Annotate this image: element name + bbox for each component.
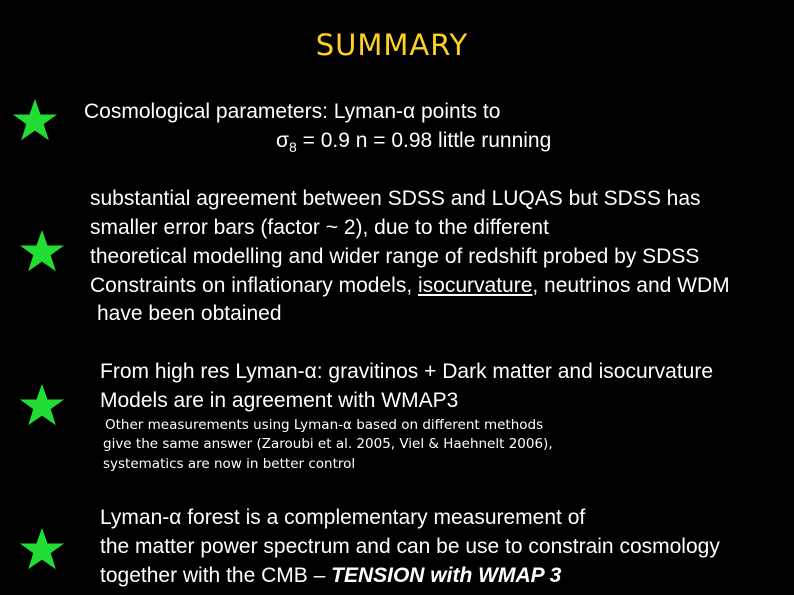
high-res-line: From high res Lyman-α: gravitinos + Dark matter and isocurvature: [100, 360, 714, 383]
slide-title: SUMMARY: [315, 28, 469, 62]
agreement-line-2: smaller error bars (factor ~ 2), due to the different: [90, 216, 549, 239]
forest-line-2: the matter power spectrum and can be use to constrain cosmology: [100, 535, 720, 558]
tension-text: TENSION with WMAP 3: [331, 564, 562, 587]
note-line-2: give the same answer (Zaroubi et al. 2005, Viel & Haehnelt 2006),: [103, 436, 553, 452]
sigma8-line: $\sigma_8 = 0.9$ n = 0.98 little running: [276, 129, 552, 156]
forest-line-3: [100, 561, 561, 590]
obtained-line: have been obtained: [97, 302, 282, 325]
note-line-3: systematics are now in better control: [103, 456, 356, 472]
constraints-line: [90, 271, 730, 300]
cosmological-parameters-line: Cosmological parameters: Lyman-α points to: [84, 100, 501, 123]
star-bullet-icon: [19, 382, 65, 428]
agreement-line-3: theoretical modelling and wider range of redshift probed by SDSS: [90, 245, 700, 268]
star-bullet-icon: [19, 228, 65, 274]
forest-line-1: Lyman-α forest is a complementary measurement of: [100, 506, 586, 529]
constraints-text-end: , neutrinos and WDM: [532, 274, 730, 297]
star-bullet-icon: [19, 526, 65, 572]
wmap3-agreement-line: Models are in agreement with WMAP3: [100, 389, 459, 412]
agreement-line-1: substantial agreement between SDSS and LUQAS but SDSS has: [90, 187, 701, 210]
cmb-text: together with the CMB –: [100, 564, 332, 587]
isocurvature-link[interactable]: isocurvature: [418, 274, 533, 297]
star-bullet-icon: [12, 97, 58, 143]
note-line-1: Other measurements using Lyman-α based on different methods: [105, 417, 544, 433]
constraints-text: Constraints on inflationary models,: [90, 274, 418, 297]
